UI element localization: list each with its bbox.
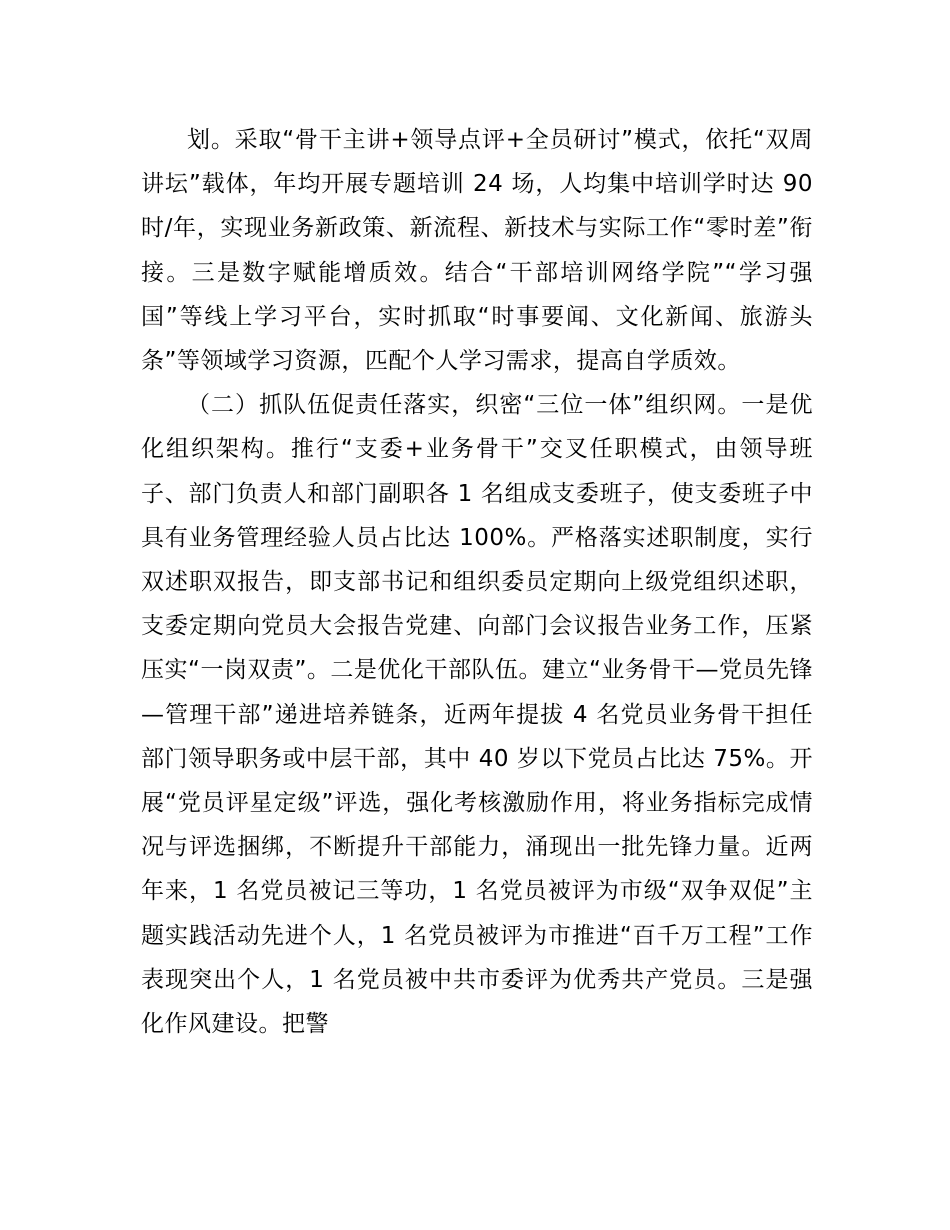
document-page [141,118,813,1046]
paragraph-training: 划。采取“骨干主讲+领导点评+全员研讨”模式，依托“双周讲坛”载体，年均开展专题培训 24 场，人均集中培训学时达 90 时/年，实现业务新政策、新流程、新技术与实际工作“零时差”衔接。三是数字赋能增质效。结合“干部培训网络学院”“学习强国”等线上学习平台，实时抓取“时事要闻、文化新闻、旅游头条”等领域学习资源，匹配个人学习需求，提高自学质效。 [141,127,813,375]
paragraph-team-building: （二）抓队伍促责任落实，织密“三位一体”组织网。一是优化组织架构。推行“支委+业务骨干”交叉任职模式，由领导班子、部门负责人和部门副职各 1 名组成支委班子，使支委班子中具有业务管理经验人员占比达 100%。严格落实述职制度，实行双述职双报告，即支部书记和组织委员定期向上级党组织述职，支委定期向党员大会报告党建、向部门会议报告业务工作，压紧压实“一岗双责”。二是优化干部队伍。建立“业务骨干—党员先锋—管理干部”递进培养链条，近两年提拔 4 名党员业务骨干担任部门领导职务或中层干部，其中 40 岁以下党员占比达 75%。开展“党员评星定级”评选，强化考核激励作用，将业务指标完成情况与评选捆绑，不断提升干部能力，涌现出一批先锋力量。近两年来，1 名党员被记三等功，1 名党员被评为市级“双争双促”主题实践活动先进个人，1 名党员被评为市推进“百千万工程”工作表现突出个人，1 名党员被中共市委评为优秀共产党员。三是强化作风建设。把警 [141,392,813,1038]
